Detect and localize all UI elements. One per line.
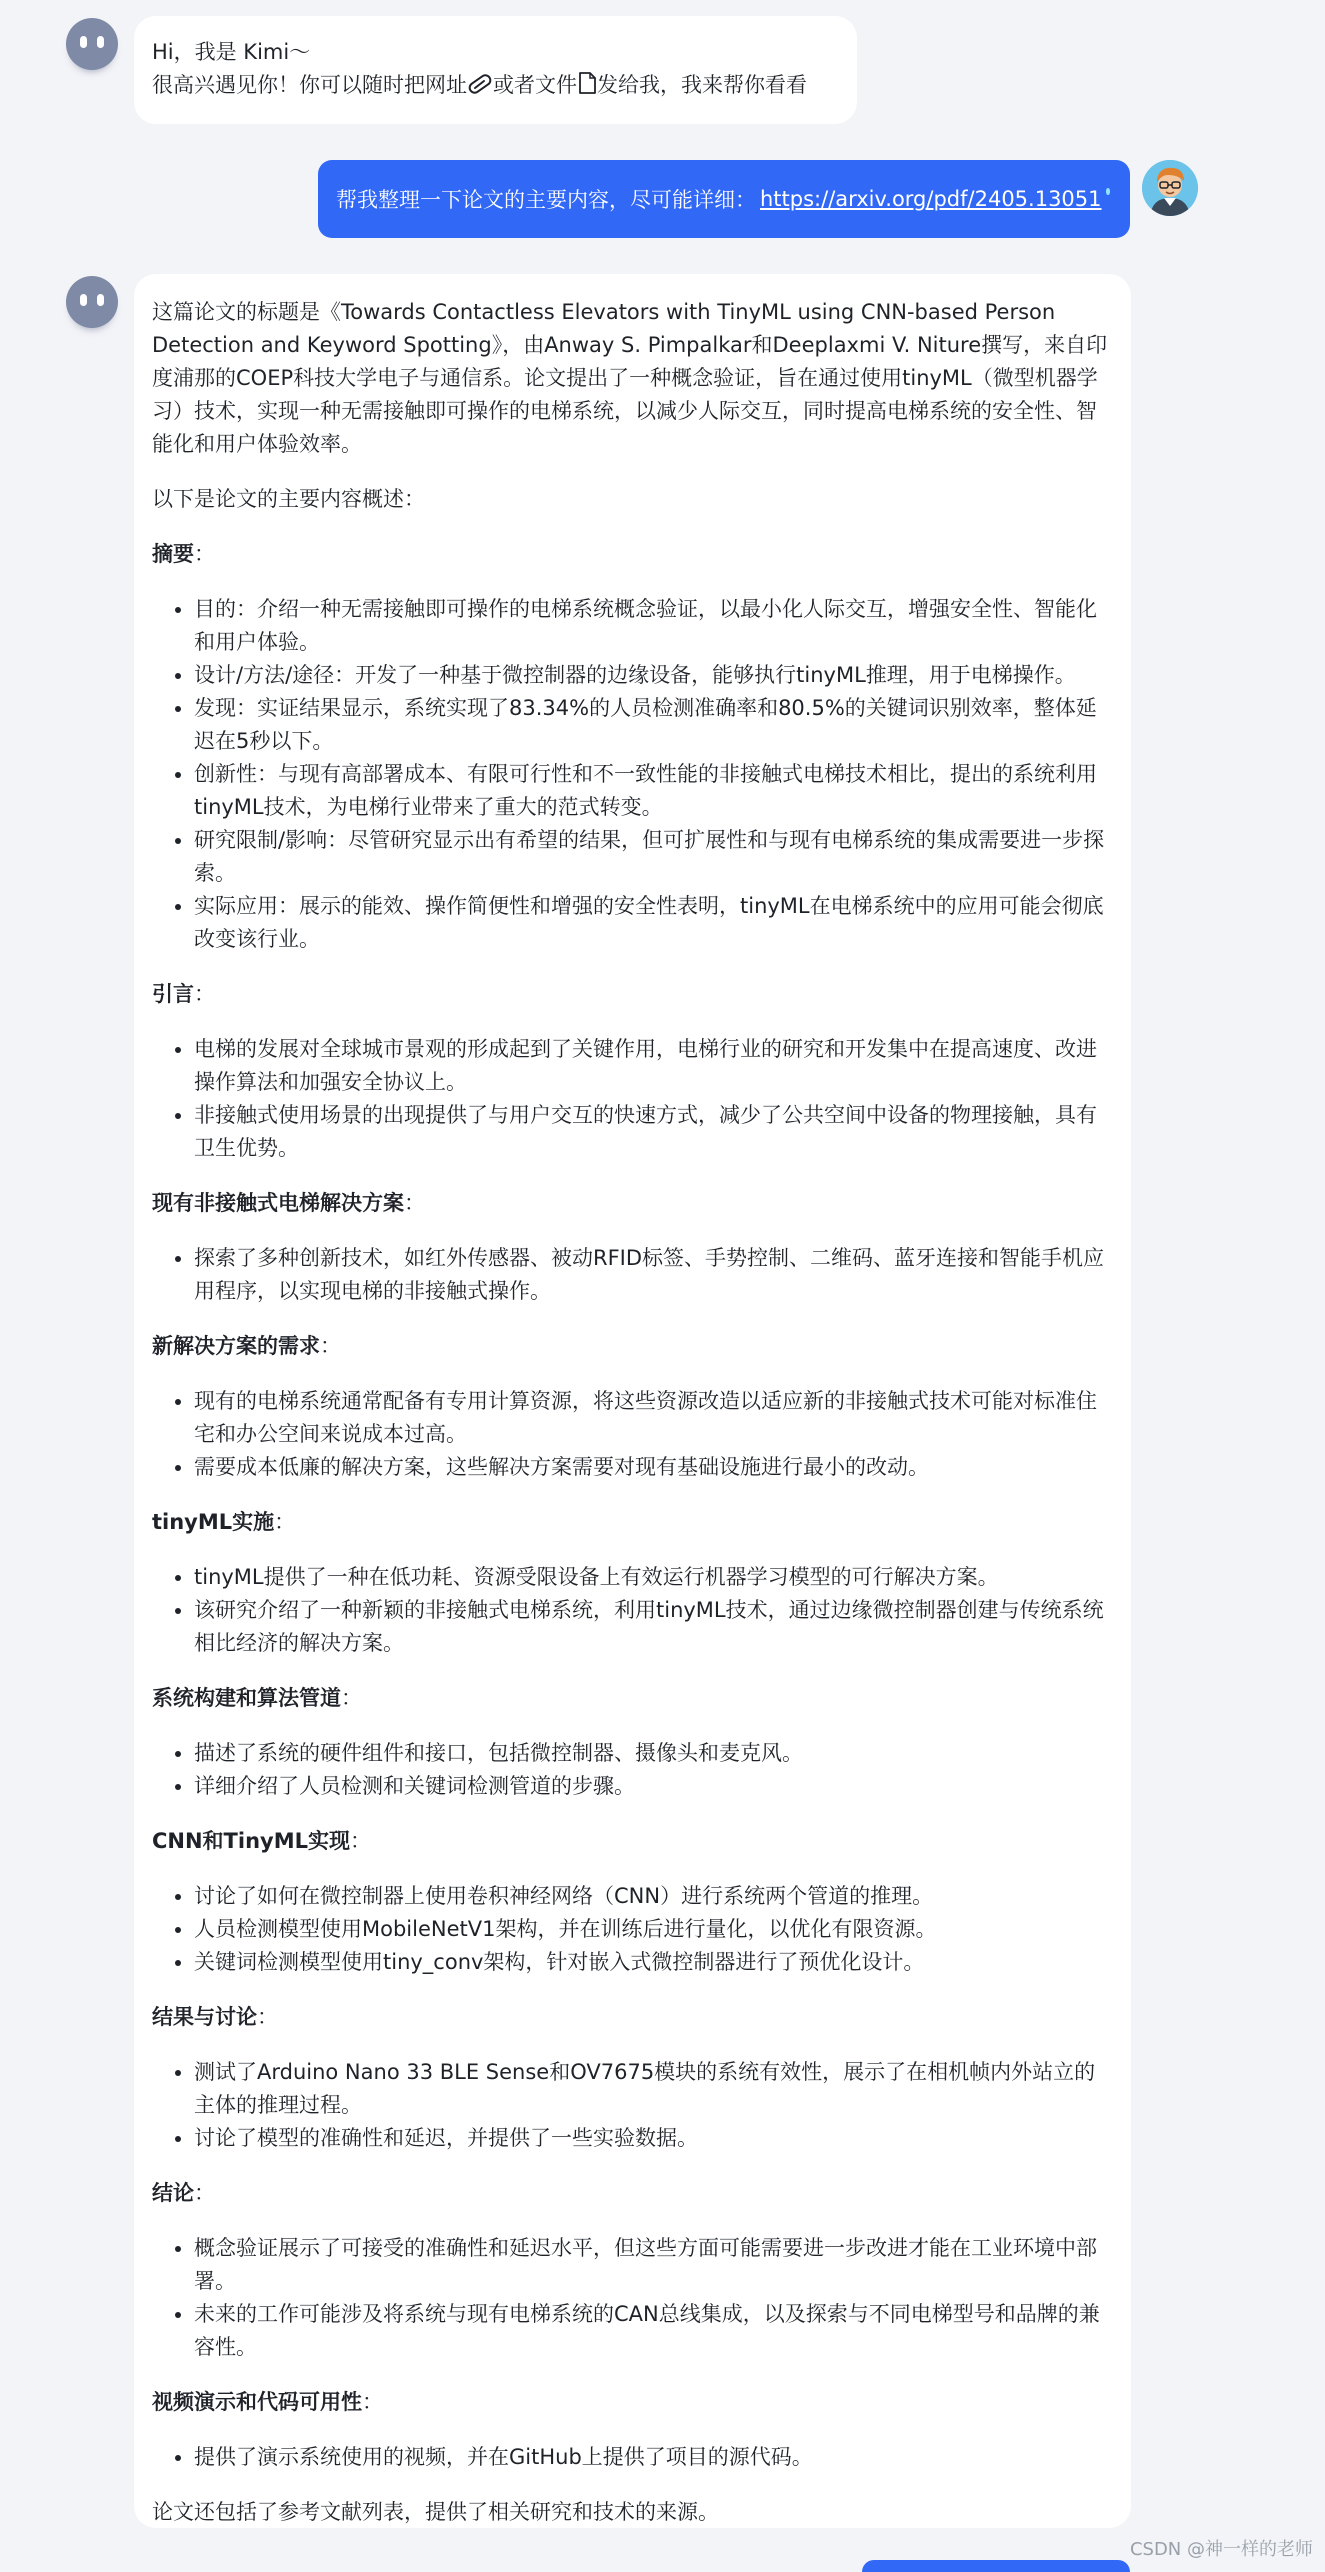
intro-line — [152, 69, 839, 105]
intro-text-part: 发给我，我来帮你看看 — [597, 73, 807, 97]
list-item: • 讨论了模型的准确性和延迟，并提供了一些实验数据。 — [194, 2122, 1113, 2155]
response-sections — [152, 538, 1113, 2474]
response-overview-line: 以下是论文的主要内容概述： — [152, 487, 425, 511]
file-icon — [577, 71, 597, 105]
section-list — [152, 1737, 1113, 1803]
section-list — [152, 2232, 1113, 2364]
section-list — [152, 1033, 1113, 1165]
section-heading-text: 引言 — [152, 982, 194, 1006]
list-item: • 未来的工作可能涉及将系统与现有电梯系统的CAN总线集成，以及探索与不同电梯型号和品牌的兼容性。 — [194, 2298, 1113, 2364]
intro-text-part: 很高兴遇见你！你可以随时把网址 — [152, 73, 467, 97]
section-heading — [152, 978, 1113, 1011]
user-message-text: 帮我整理一下论文的主要内容，尽可能详细： — [336, 188, 756, 212]
section-list — [152, 1561, 1113, 1660]
user-message — [318, 160, 1130, 238]
list-item: • 讨论了如何在微控制器上使用卷积神经网络（CNN）进行系统两个管道的推理。 — [194, 1880, 1113, 1913]
list-item: • 关键词检测模型使用tiny_conv架构，针对嵌入式微控制器进行了预优化设计。 — [194, 1946, 1113, 1979]
section-heading-colon: ： — [341, 1686, 362, 1710]
section-heading-colon: ： — [404, 1191, 425, 1215]
intro-text-part: 或者文件 — [493, 73, 577, 97]
list-item: • 设计/方法/途径：开发了一种基于微控制器的边缘设备，能够执行tinyML推理，用于电梯操作。 — [194, 659, 1113, 692]
section-heading-text: tinyML实施 — [152, 1510, 275, 1534]
watermark: CSDN @神一样的老师 — [1129, 2539, 1313, 2560]
section-heading — [152, 2177, 1113, 2210]
response-intro-paragraph: 这篇论文的标题是《Towards Contactless Elevators with TinyML using CNN-based Person Detection and Keyword Spotting》，由Anway S. Pimpalkar和Deeplaxmi V. Niture撰写，来自印度浦那的COEP科技大学电子与通信系。论文提出了一种概念验证，旨在通过使用tinyML（微型机器学习）技术，实现一种无需接触即可操作的电梯系统，以减少人际交互，同时提高电梯系统的安全性、智能化和用户体验效率。 — [152, 300, 1108, 456]
section-heading — [152, 1187, 1113, 1220]
list-item: • 测试了Arduino Nano 33 BLE Sense和OV7675模块的系统有效性，展示了在相机帧内外站立的主体的推理过程。 — [194, 2056, 1113, 2122]
status-dot — [1106, 188, 1110, 195]
section-heading-colon: ： — [320, 1334, 341, 1358]
list-item: • 现有的电梯系统通常配备有专用计算资源，将这些资源改造以适应新的非接触式技术可能对标准住宅和办公空间来说成本过高。 — [194, 1385, 1113, 1451]
section-heading-text: 摘要 — [152, 542, 194, 566]
section-heading — [152, 1330, 1113, 1363]
list-item: • 电梯的发展对全球城市景观的形成起到了关键作用，电梯行业的研究和开发集中在提高速度、改进操作算法和加强安全协议上。 — [194, 1033, 1113, 1099]
section-list — [152, 2056, 1113, 2155]
list-item: • 概念验证展示了可接受的准确性和延迟水平，但这些方面可能需要进一步改进才能在工业环境中部署。 — [194, 2232, 1113, 2298]
user-avatar-icon — [1142, 160, 1198, 216]
response-closing: 论文还包括了参考文献列表，提供了相关研究和技术的来源。 — [152, 2500, 719, 2524]
section-heading-text: 视频演示和代码可用性 — [152, 2390, 362, 2414]
bot-response-message — [134, 274, 1131, 2528]
list-item: • 创新性：与现有高部署成本、有限可行性和不一致性能的非接触式电梯技术相比，提出的系统利用tinyML技术，为电梯行业带来了重大的范式转变。 — [194, 758, 1113, 824]
paperclip-icon — [467, 72, 493, 105]
paper-link[interactable]: https://arxiv.org/pdf/2405.13051 — [760, 187, 1102, 211]
section-list — [152, 2441, 1113, 2474]
section-heading — [152, 2001, 1113, 2034]
list-item: • 研究限制/影响：尽管研究显示出有希望的结果，但可扩展性和与现有电梯系统的集成需要进一步探索。 — [194, 824, 1113, 890]
bot-avatar-icon — [66, 18, 118, 70]
section-list — [152, 1242, 1113, 1308]
section-heading-colon: ： — [194, 2181, 215, 2205]
section-heading-colon: ： — [194, 542, 215, 566]
list-item: • 实际应用：展示的能效、操作简便性和增强的安全性表明，tinyML在电梯系统中的应用可能会彻底改变该行业。 — [194, 890, 1113, 956]
section-heading-text: CNN和TinyML实现 — [152, 1829, 351, 1853]
bot-avatar-icon — [66, 276, 118, 328]
intro-greeting: Hi，我是 Kimi～ — [152, 40, 311, 64]
bot-avatar-eye — [97, 294, 104, 306]
section-list — [152, 1385, 1113, 1484]
section-list — [152, 593, 1113, 956]
bot-avatar-eye — [97, 36, 104, 48]
section-heading-text: 结果与讨论 — [152, 2005, 257, 2029]
section-heading-colon: ： — [194, 982, 215, 1006]
section-list — [152, 1880, 1113, 1979]
list-item: • tinyML提供了一种在低功耗、资源受限设备上有效运行机器学习模型的可行解决方案。 — [194, 1561, 1113, 1594]
bot-avatar-eye — [80, 36, 87, 48]
section-heading — [152, 1825, 1113, 1858]
section-heading-colon: ： — [257, 2005, 278, 2029]
section-heading-text: 现有非接触式电梯解决方案 — [152, 1191, 404, 1215]
list-item: • 目的：介绍一种无需接触即可操作的电梯系统概念验证，以最小化人际交互，增强安全性、智能化和用户体验。 — [194, 593, 1113, 659]
section-heading — [152, 1682, 1113, 1715]
bot-intro-message — [134, 16, 857, 124]
section-heading-colon: ： — [274, 1510, 296, 1534]
section-heading-colon: ： — [350, 1829, 372, 1853]
list-item: • 详细介绍了人员检测和关键词检测管道的步骤。 — [194, 1770, 1113, 1803]
section-heading-colon: ： — [362, 2390, 383, 2414]
list-item: • 非接触式使用场景的出现提供了与用户交互的快速方式，减少了公共空间中设备的物理接触，具有卫生优势。 — [194, 1099, 1113, 1165]
section-heading-text: 系统构建和算法管道 — [152, 1686, 341, 1710]
section-heading-text: 结论 — [152, 2181, 194, 2205]
input-bar-edge — [862, 2560, 1130, 2572]
section-heading-text: 新解决方案的需求 — [152, 1334, 320, 1358]
list-item: • 描述了系统的硬件组件和接口，包括微控制器、摄像头和麦克风。 — [194, 1737, 1113, 1770]
section-heading — [152, 538, 1113, 571]
list-item: • 需要成本低廉的解决方案，这些解决方案需要对现有基础设施进行最小的改动。 — [194, 1451, 1113, 1484]
section-heading — [152, 2386, 1113, 2419]
list-item: • 探索了多种创新技术，如红外传感器、被动RFID标签、手势控制、二维码、蓝牙连接和智能手机应用程序，以实现电梯的非接触式操作。 — [194, 1242, 1113, 1308]
list-item: • 提供了演示系统使用的视频，并在GitHub上提供了项目的源代码。 — [194, 2441, 1113, 2474]
list-item: • 发现：实证结果显示，系统实现了83.34%的人员检测准确率和80.5%的关键词识别效率，整体延迟在5秒以下。 — [194, 692, 1113, 758]
bot-avatar-eye — [80, 294, 87, 306]
list-item: • 该研究介绍了一种新颖的非接触式电梯系统，利用tinyML技术，通过边缘微控制器创建与传统系统相比经济的解决方案。 — [194, 1594, 1113, 1660]
section-heading — [152, 1506, 1113, 1539]
list-item: • 人员检测模型使用MobileNetV1架构，并在训练后进行量化，以优化有限资源。 — [194, 1913, 1113, 1946]
